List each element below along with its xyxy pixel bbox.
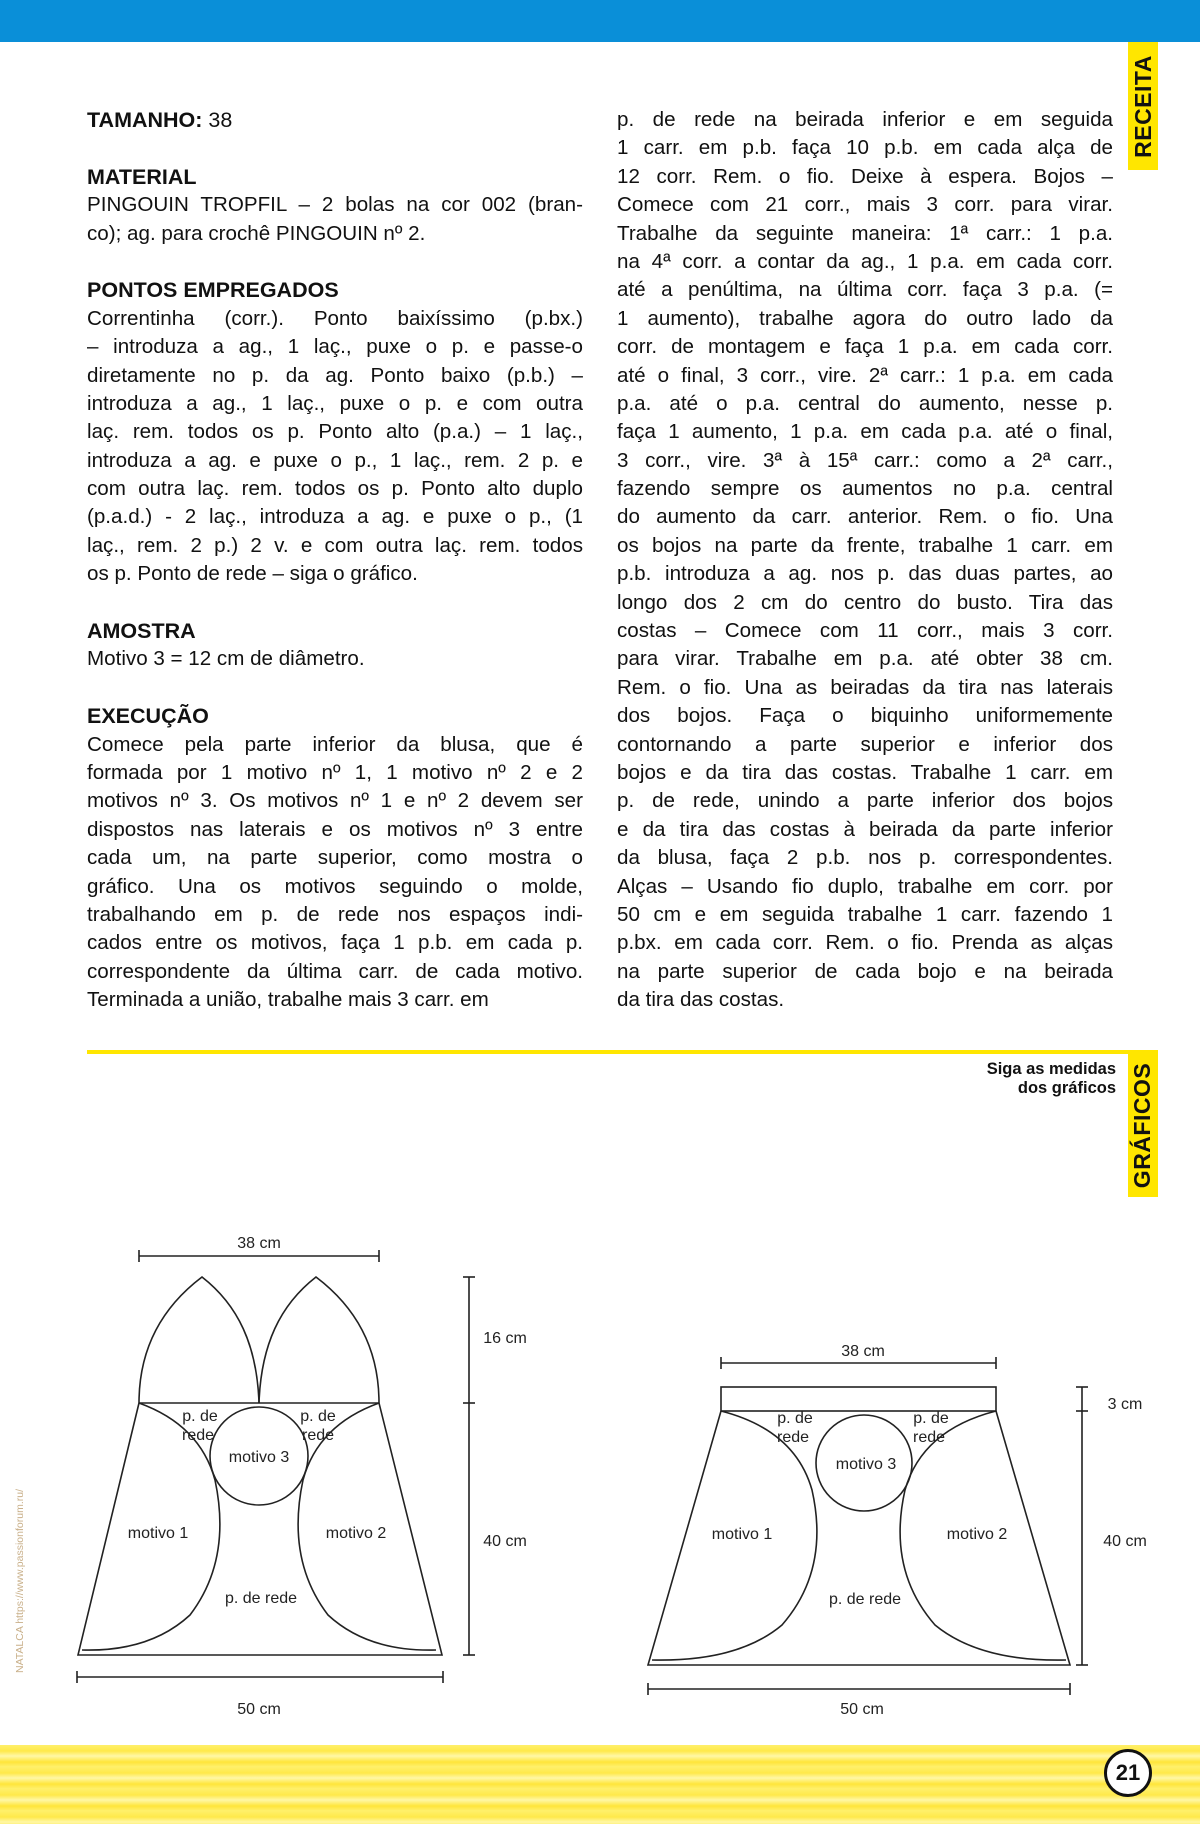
text-line: Correntinha (corr.). Ponto baixíssimo (p.bx.) [87, 306, 583, 330]
text-line: PINGOUIN TROPFIL – 2 bolas na cor 002 (bran- [87, 193, 583, 217]
motif-label: motivo 2 [946, 1526, 1008, 1543]
text-line: dispostos nas laterais e os motivos nº 3 entre [87, 817, 583, 841]
text-line: p.a. até o p.a. central do aumento, nesse p. [617, 391, 1113, 415]
text-line: diretamente no p. da ag. Ponto baixo (p.b.) – [87, 363, 583, 387]
text-line: 12 corr. Rem. o fio. Deixe à espera. Bojos – [617, 164, 1113, 188]
front-diagram [77, 1235, 527, 1718]
dimension-label: 16 cm [483, 1330, 527, 1347]
region-label: p. de rede [224, 1590, 298, 1607]
region-label: p. de [182, 1408, 218, 1425]
text-line: Terminada a união, trabalhe mais 3 carr. em [87, 988, 489, 1012]
text-line: costas – Comece com 11 corr., mais 3 corr. [617, 619, 1113, 643]
text-line: na 4ª corr. a contar da ag., 1 p.a. em cada corr. [617, 249, 1113, 273]
text-line: (p.a.d.) - 2 laç., introduza a ag. e puxe o p., (1 [87, 505, 583, 529]
text-line: para virar. Trabalhe em p.a. até obter 38 cm. [617, 647, 1113, 671]
region-label: rede [776, 1429, 810, 1446]
charts-note-line: dos gráficos [1017, 1079, 1116, 1097]
region-label: p. de [913, 1410, 949, 1427]
text-line: Alças – Usando fio duplo, trabalhe em corr. por [617, 874, 1113, 898]
execution-heading: EXECUÇÃO [87, 704, 209, 729]
back-height-dimension [1076, 1387, 1088, 1665]
text-line: cados entre os motivos, faça 1 p.b. em cada p. [87, 931, 583, 955]
page-number: 21 [1104, 1749, 1152, 1797]
gauge-heading: AMOSTRA [87, 619, 196, 644]
stitches-heading: PONTOS EMPREGADOS [87, 278, 339, 303]
text-line: e da tira das costas à beirada da parte inferior [617, 817, 1113, 841]
text-line: Motivo 3 = 12 cm de diâmetro. [87, 647, 365, 671]
section-tab-label: GRÁFICOS [1129, 1062, 1156, 1189]
region-label: p. de [777, 1410, 813, 1427]
right-cup [259, 1277, 379, 1403]
text-line: p.bx. em cada corr. Rem. o fio. Prenda as alças [617, 931, 1113, 955]
motif-label: motivo 1 [127, 1525, 189, 1542]
text-line: bojos e da tira das costas. Trabalhe 1 carr. em [617, 760, 1113, 784]
region-label: p. de rede [828, 1591, 902, 1608]
text-line: longo dos 2 cm do centro do busto. Tira das [617, 590, 1113, 614]
motif-label: motivo 2 [325, 1525, 387, 1542]
size-label: TAMANHO: [87, 108, 203, 132]
text-line: da blusa, faça 2 p.b. nos p. correspondentes. [617, 846, 1113, 870]
size-value: 38 [202, 108, 233, 132]
text-line: co); ag. para crochê PINGOUIN nº 2. [87, 221, 426, 245]
text-line: corr. de montagem e faça 1 p.a. em cada corr. [617, 335, 1113, 359]
region-label: rede [301, 1427, 335, 1444]
text-line: introduza a ag. e puxe o p., 1 laç., rem. 2 p. e [87, 448, 583, 472]
text-line: da tira das costas. [617, 988, 785, 1012]
text-line: Comece pela parte inferior da blusa, que é [87, 732, 583, 756]
section-tab-label: RECEITA [1129, 54, 1156, 158]
text-line: trabalhando em p. de rede nos espaços indi- [87, 902, 583, 926]
text-line: motivos nº 3. Os motivos nº 1 e nº 2 devem ser [87, 789, 583, 813]
text-line: correspondente da última carr. de cada motivo. [87, 959, 583, 983]
text-line: p. de rede, unindo a parte inferior dos bojos [617, 789, 1113, 813]
text-line: até a penúltima, na última corr. faça 3 p.a. (= [617, 278, 1113, 302]
dimension-label: 40 cm [483, 1533, 527, 1550]
watermark: NATALCA https://www.passionforum.ru/ [14, 1489, 26, 1674]
charts-note-line: Siga as medidas [986, 1060, 1116, 1078]
back-bottom-dimension [648, 1683, 1070, 1695]
region-label: rede [181, 1427, 215, 1444]
text-line: 1 aumento), trabalhe agora do outro lado da [617, 306, 1113, 330]
bottom-yellow-band [0, 1745, 1200, 1824]
text-line: 1 carr. em p.b. faça 10 p.b. em cada alça de [617, 136, 1113, 160]
text-line: p.b. introduza a ag. nos p. das duas partes, ao [617, 562, 1113, 586]
text-line: introduza a ag., 1 laç., puxe o p. e com outra [87, 391, 583, 415]
text-line: laç., rem. 2 p.) 2 v. e com outra laç. rem. todos [87, 533, 583, 557]
text-line: até o final, 3 corr., vire. 2ª carr.: 1 p.a. em cada [617, 363, 1113, 387]
text-line: 50 cm e em seguida trabalhe 1 carr. fazendo 1 [617, 902, 1113, 926]
text-line: na parte superior de cada bojo e na beirada [617, 959, 1113, 983]
dimension-label: 40 cm [1103, 1533, 1147, 1550]
text-line: do aumento da carr. anterior. Rem. o fio. Una [617, 505, 1113, 529]
text-line: Rem. o fio. Una as beiradas da tira nas laterais [617, 675, 1113, 699]
dimension-label: 3 cm [1107, 1396, 1143, 1413]
text-line: cada um, na parte superior, como mostra o [87, 846, 583, 870]
text-line: fazendo sempre os aumentos no p.a. central [617, 477, 1113, 501]
region-label: rede [912, 1429, 946, 1446]
back-diagram [648, 1343, 1147, 1718]
motif-label: motivo 3 [228, 1449, 290, 1466]
region-label: p. de [300, 1408, 336, 1425]
text-line: os p. Ponto de rede – siga o gráfico. [87, 562, 418, 586]
text-line: formada por 1 motivo nº 1, 1 motivo nº 2 e 2 [87, 760, 583, 784]
text-line: com outra laç. rem. todos os p. Ponto alto duplo [87, 477, 583, 501]
text-line: 3 corr., vire. 3ª à 15ª carr.: como a 2ª carr., [617, 448, 1113, 472]
dimension-label: 38 cm [841, 1343, 885, 1360]
text-line: faça 1 aumento, 1 p.a. em cada p.a. até o final, [617, 420, 1113, 444]
front-bottom-dimension [77, 1671, 443, 1683]
text-line: gráfico. Una os motivos seguindo o molde, [87, 874, 583, 898]
text-line: laç. rem. todos os p. Ponto alto (p.a.) – 1 laç., [87, 420, 583, 444]
text-line: – introduza a ag., 1 laç., puxe o p. e passe-o [87, 335, 583, 359]
dimension-label: 38 cm [237, 1235, 281, 1252]
text-line: Trabalhe da seguinte maneira: 1ª carr.: 1 p.a. [617, 221, 1113, 245]
back-band [721, 1387, 996, 1411]
text-line: dos bojos. Faça o biquinho uniformemente [617, 704, 1113, 728]
material-heading: MATERIAL [87, 164, 197, 189]
dimension-label: 50 cm [237, 1701, 281, 1718]
text-line: os bojos na parte da frente, trabalhe 1 carr. em [617, 533, 1113, 557]
front-height-dimension [463, 1277, 475, 1655]
dimension-label: 50 cm [840, 1701, 884, 1718]
text-line: p. de rede na beirada inferior e em seguida [617, 108, 1113, 131]
text-line: contornando a parte superior e inferior dos [617, 732, 1113, 756]
left-cup [139, 1277, 259, 1403]
text-line: Comece com 21 corr., mais 3 corr. para virar. [617, 193, 1113, 217]
motif-label: motivo 1 [711, 1526, 773, 1543]
motif-label: motivo 3 [835, 1456, 897, 1473]
